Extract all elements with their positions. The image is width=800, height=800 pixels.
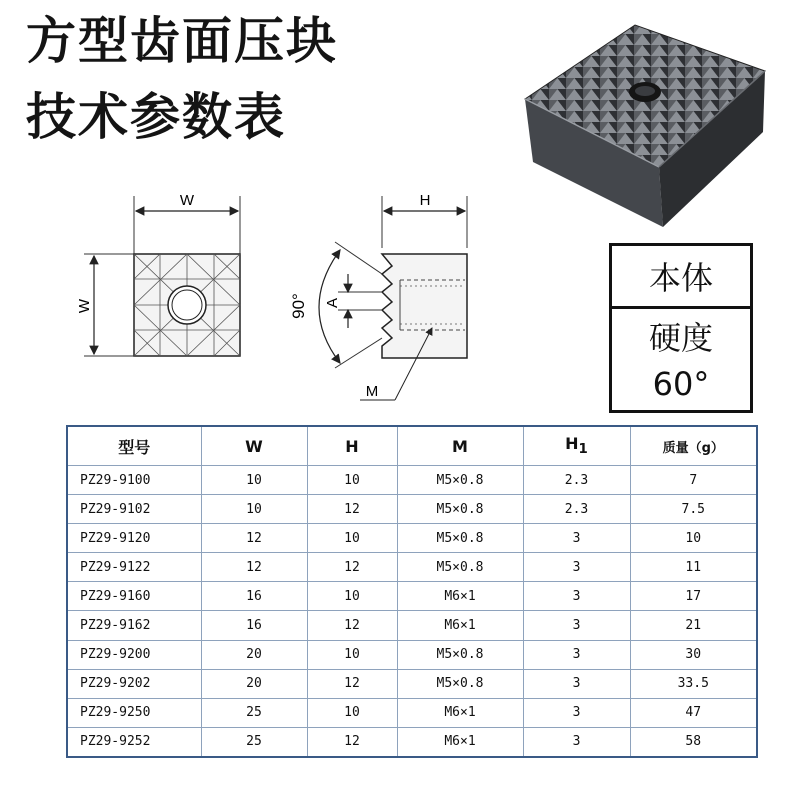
- cell-h: 10: [307, 582, 397, 611]
- cell-mass: 33.5: [630, 669, 757, 698]
- cell-h: 12: [307, 611, 397, 640]
- cell-w: 10: [201, 466, 307, 495]
- side-height-label: H: [419, 192, 431, 209]
- cell-model: PZ29-9250: [67, 698, 201, 727]
- cell-h1: 3: [523, 611, 630, 640]
- cell-m: M5×0.8: [397, 553, 523, 582]
- thread-label: M: [365, 383, 379, 400]
- table-row: [67, 524, 757, 553]
- cell-h1: 3: [523, 698, 630, 727]
- cell-mass: 58: [630, 727, 757, 757]
- cell-mass: 11: [630, 553, 757, 582]
- cell-model: PZ29-9200: [67, 640, 201, 669]
- cell-mass: 21: [630, 611, 757, 640]
- cell-w: 25: [201, 727, 307, 757]
- cell-h: 10: [307, 698, 397, 727]
- cell-m: M6×1: [397, 698, 523, 727]
- cell-w: 20: [201, 669, 307, 698]
- cell-h: 10: [307, 640, 397, 669]
- cell-h1: 2.3: [523, 466, 630, 495]
- front-view: [76, 192, 240, 356]
- table-row: [67, 669, 757, 698]
- angle-label: 90°: [289, 293, 308, 319]
- header-m: M: [397, 426, 523, 466]
- table-row: [67, 466, 757, 495]
- header-w: W: [201, 426, 307, 466]
- cell-h: 12: [307, 669, 397, 698]
- cell-m: M5×0.8: [397, 640, 523, 669]
- cell-w: 12: [201, 553, 307, 582]
- cell-m: M5×0.8: [397, 524, 523, 553]
- cell-w: 12: [201, 524, 307, 553]
- header-h: H: [307, 426, 397, 466]
- table-row: [67, 727, 757, 757]
- cell-h1: 3: [523, 640, 630, 669]
- cell-h: 12: [307, 495, 397, 524]
- header-h1-main: H: [565, 434, 579, 454]
- cell-model: PZ29-9160: [67, 582, 201, 611]
- cell-m: M6×1: [397, 727, 523, 757]
- table-row: [67, 611, 757, 640]
- cell-w: 10: [201, 495, 307, 524]
- cell-h1: 2.3: [523, 495, 630, 524]
- hardness-value: 60°: [652, 365, 710, 403]
- table-row: [67, 640, 757, 669]
- table-header-row: [67, 426, 757, 466]
- cell-m: M5×0.8: [397, 669, 523, 698]
- cell-mass: 10: [630, 524, 757, 553]
- cell-h1: 3: [523, 553, 630, 582]
- cell-model: PZ29-9202: [67, 669, 201, 698]
- cell-h: 10: [307, 466, 397, 495]
- cell-w: 20: [201, 640, 307, 669]
- front-width-label: W: [179, 192, 195, 209]
- cell-w: 25: [201, 698, 307, 727]
- cell-h1: 3: [523, 524, 630, 553]
- header-model: 型号: [67, 426, 201, 466]
- cell-m: M6×1: [397, 582, 523, 611]
- cell-model: PZ29-9120: [67, 524, 201, 553]
- cell-m: M6×1: [397, 611, 523, 640]
- cell-h: 12: [307, 553, 397, 582]
- cell-mass: 17: [630, 582, 757, 611]
- table-row: [67, 582, 757, 611]
- cell-model: PZ29-9102: [67, 495, 201, 524]
- table-row: [67, 698, 757, 727]
- cell-h: 10: [307, 524, 397, 553]
- cell-mass: 7.5: [630, 495, 757, 524]
- cell-mass: 30: [630, 640, 757, 669]
- hardness-box: [609, 243, 753, 413]
- cell-m: M5×0.8: [397, 466, 523, 495]
- cell-model: PZ29-9100: [67, 466, 201, 495]
- pitch-label: A: [324, 297, 341, 309]
- cell-model: PZ29-9122: [67, 553, 201, 582]
- cell-h1: 3: [523, 669, 630, 698]
- table-row: [67, 495, 757, 524]
- cell-model: PZ29-9162: [67, 611, 201, 640]
- cell-w: 16: [201, 611, 307, 640]
- header-h1: [523, 426, 630, 466]
- cell-h1: 3: [523, 727, 630, 757]
- cell-h1: 3: [523, 582, 630, 611]
- product-photo: [515, 12, 775, 230]
- body-label: 本体: [612, 246, 750, 309]
- cell-w: 16: [201, 582, 307, 611]
- technical-drawing: [60, 178, 490, 418]
- cell-mass: 47: [630, 698, 757, 727]
- side-view: [289, 192, 467, 400]
- cell-mass: 7: [630, 466, 757, 495]
- front-height-label: W: [76, 298, 93, 314]
- cell-h: 12: [307, 727, 397, 757]
- cell-m: M5×0.8: [397, 495, 523, 524]
- spec-table: [66, 425, 758, 758]
- hardness-label: 硬度: [648, 319, 713, 357]
- page-subtitle: 技术参数表: [26, 88, 286, 146]
- header-mass: 质量（g）: [630, 426, 757, 466]
- cell-model: PZ29-9252: [67, 727, 201, 757]
- header-h1-sub: 1: [578, 442, 588, 458]
- table-row: [67, 553, 757, 582]
- page-title: 方型齿面压块: [26, 12, 338, 70]
